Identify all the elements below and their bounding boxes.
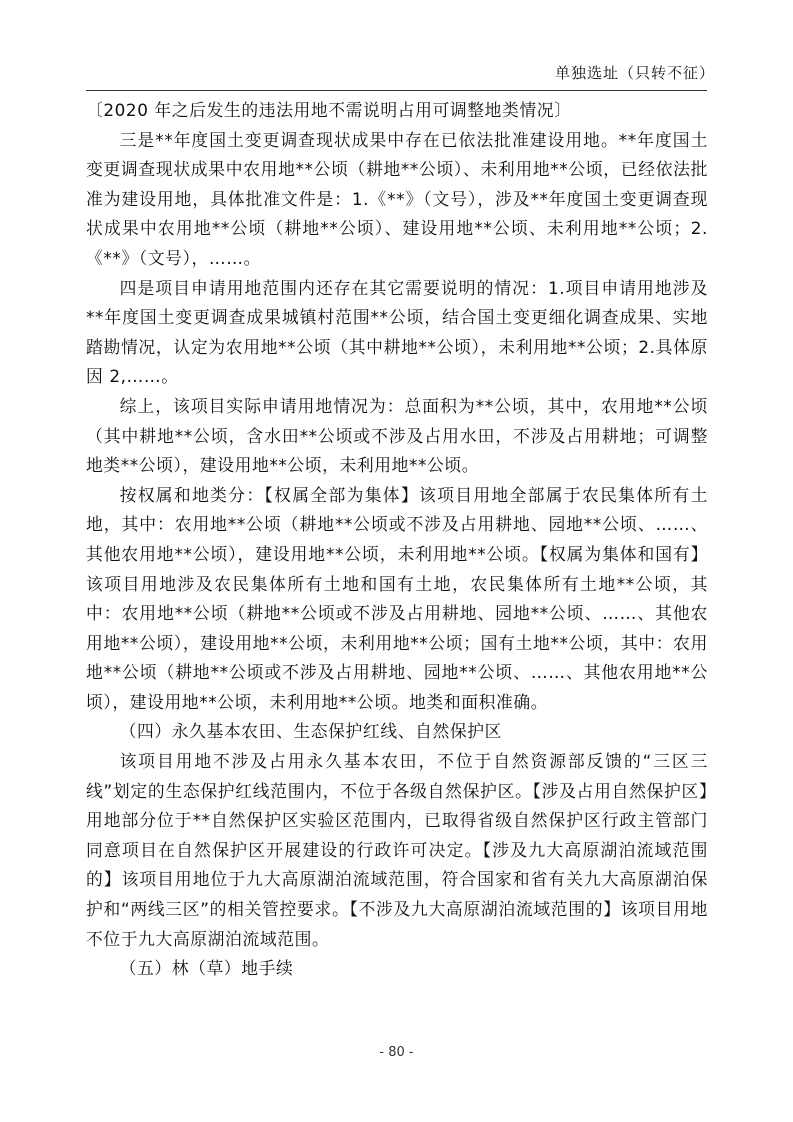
page-number: - 80 - [379, 1045, 414, 1060]
paragraph-summary: 综上，该项目实际申请用地情况为：总面积为**公顷，其中，农用地**公顷（其中耕地**公顷，含水田**公顷或不涉及占用水田，不涉及占用耕地；可调整地类**公顷），建设用地**公顷，未利用地**公顷。 [86, 395, 708, 476]
paragraph-approved-land: 三是**年度国土变更调查现状成果中存在已依法批准建设用地。**年度国土变更调查现状成果中农用地**公顷（耕地**公顷）、未利用地**公顷，已经依法批准为建设用地，具体批准文件是：1.《**》（文号），涉及**年度国土变更调查现状成果中农用地**公顷（耕地**公顷）、建设用地**公顷、未利用地**公顷；2.《**》（文号），……。 [86, 129, 708, 268]
section-heading-5: （五）林（草）地手续 [119, 958, 294, 979]
section-heading-4: （四）永久基本农田、生态保护红线、自然保护区 [119, 721, 502, 742]
body-text [86, 96, 708, 984]
header-title: 单独选址（只转不征） [554, 64, 715, 82]
paragraph-note: 〔2020 年之后发生的违法用地不需说明占用可调整地类情况〕 [86, 100, 572, 120]
paragraph-other-situations: 四是项目申请用地范围内还存在其它需要说明的情况：1.项目申请用地涉及**年度国土变更调查成果城镇村范围**公顷，结合国土变更细化调查成果、实地踏勘情况，认定为农用地**公顷（其中耕地**公顷），未利用地**公顷；2.具体原因 2,……。 [86, 277, 708, 387]
paragraph-protection: 该项目用地不涉及占用永久基本农田，不位于自然资源部反馈的“三区三线”划定的生态保护红线范围内，不位于各级自然保护区。【涉及占用自然保护区】用地部分位于**自然保护区实验区范围内，已取得省级自然保护区行政主管部门同意项目在自然保护区开展建设的行政许可决定。【涉及九大高原湖泊流域范围的】该项目用地位于九大高原湖泊流域范围，符合国家和省有关九大高原湖泊保护和“两线三区”的相关管控要求。【不涉及九大高原湖泊流域范围的】该项目用地不位于九大高原湖泊流域范围。 [86, 751, 708, 949]
paragraph-ownership: 按权属和地类分：【权属全部为集体】该项目用地全部属于农民集体所有土地，其中：农用地**公顷（耕地**公顷或不涉及占用耕地、园地**公顷、……、其他农用地**公顷），建设用地**公顷，未利用地**公顷。【权属为集体和国有】该项目用地涉及农民集体所有土地和国有土地，农民集体所有土地**公顷，其中：农用地**公顷（耕地**公顷或不涉及占用耕地、园地**公顷、……、其他农用地**公顷），建设用地**公顷，未利用地**公顷；国有土地**公顷，其中：农用地**公顷（耕地**公顷或不涉及占用耕地、园地**公顷、……、其他农用地**公顷），建设用地**公顷，未利用地**公顷。地类和面积准确。 [86, 484, 708, 712]
header-rule [86, 90, 707, 91]
